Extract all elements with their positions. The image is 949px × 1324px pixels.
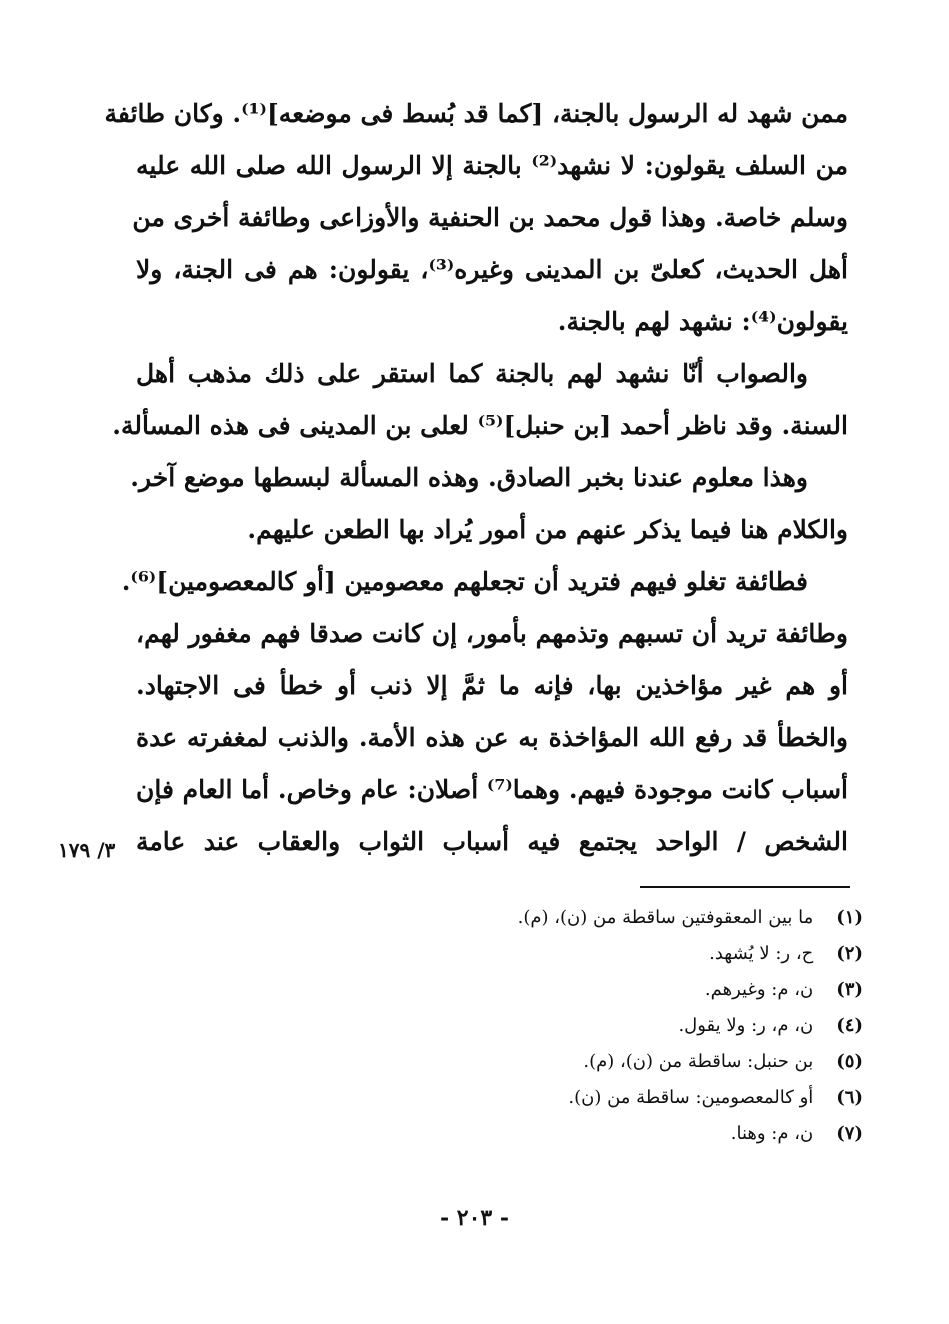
footnote-text: ما بين المعقوفتين ساقطة من (ن)، (م). bbox=[517, 907, 814, 928]
footnote-divider bbox=[640, 886, 850, 888]
footnote-number: (٥) bbox=[836, 1051, 863, 1072]
footnote bbox=[443, 1080, 863, 1116]
footnotes bbox=[443, 900, 863, 1152]
footnote-text: ح، ر: لا يُشهد. bbox=[709, 943, 814, 964]
text-line: أسباب كانت موجودة فيهم. وهما⁽⁷⁾ أصلان: عام وخاص. أما العام فإن bbox=[136, 775, 848, 804]
main-text bbox=[104, 88, 848, 868]
text-line: أو هم غير مؤاخذين بها، فإنه ما ثمَّ إلا ذنب أو خطأ فى الاجتهاد. bbox=[136, 671, 848, 700]
footnote-number: (٤) bbox=[836, 1015, 863, 1036]
page-number: - ٢٠٣ - bbox=[439, 1205, 510, 1231]
footnote-text: بن حنبل: ساقطة من (ن)، (م). bbox=[583, 1051, 814, 1072]
footnote bbox=[443, 1044, 863, 1080]
text-line: والكلام هنا فيما يذكر عنهم من أمور يُراد بها الطعن عليهم. bbox=[247, 515, 848, 544]
text-line: من السلف يقولون: لا نشهد⁽²⁾ بالجنة إلا الرسول الله صلى الله عليه bbox=[136, 151, 848, 180]
footnote-number: (١) bbox=[836, 907, 863, 928]
text-line: ممن شهد له الرسول بالجنة، [كما قد بُسط فى موضعه]⁽¹⁾. وكان طائفة bbox=[104, 99, 848, 128]
text-line: والخطأ قد رفع الله المؤاخذة به عن هذه الأمة. والذنب لمغفرته عدة bbox=[136, 723, 848, 752]
text-line: السنة. وقد ناظر أحمد [بن حنبل]⁽⁵⁾ لعلى بن المدينى فى هذه المسألة. bbox=[112, 411, 848, 440]
footnote bbox=[443, 900, 863, 936]
footnote-number: (٢) bbox=[836, 943, 863, 964]
footnote-text: ن، م، ر: ولا يقول. bbox=[678, 1015, 814, 1036]
footnote-number: (٧) bbox=[836, 1123, 863, 1144]
footnote bbox=[443, 936, 863, 972]
text-line: الشخص / الواحد يجتمع فيه أسباب الثواب والعقاب عند عامة bbox=[136, 827, 848, 856]
text-line: وهذا معلوم عندنا بخبر الصادق. وهذه المسألة لبسطها موضع آخر. bbox=[130, 463, 808, 492]
footnote-text: أو كالمعصومين: ساقطة من (ن). bbox=[568, 1087, 814, 1108]
text-line: والصواب أنّا نشهد لهم بالجنة كما استقر على ذلك مذهب أهل bbox=[136, 359, 808, 388]
margin-reference: ٣/ ١٧٩ bbox=[58, 838, 116, 862]
footnote-number: (٣) bbox=[836, 979, 863, 1000]
footnote bbox=[443, 972, 863, 1008]
footnote bbox=[443, 1116, 863, 1152]
text-line: وسلم خاصة. وهذا قول محمد بن الحنفية والأوزاعى وطائفة أخرى من bbox=[132, 203, 848, 232]
text-line: أهل الحديث، كعلىّ بن المدينى وغيره⁽³⁾، يقولون: هم فى الجنة، ولا bbox=[136, 255, 848, 284]
text-line: يقولون⁽⁴⁾: نشهد لهم بالجنة. bbox=[557, 307, 848, 336]
footnote-text: ن، م: وهنا. bbox=[730, 1123, 814, 1144]
text-line: فطائفة تغلو فيهم فتريد أن تجعلهم معصومين [أو كالمعصومين]⁽⁶⁾. bbox=[121, 567, 808, 596]
footnote-text: ن، م: وغيرهم. bbox=[704, 979, 814, 1000]
text-line: وطائفة تريد أن تسبهم وتذمهم بأمور، إن كانت صدقا فهم مغفور لهم، bbox=[136, 619, 848, 648]
footnote bbox=[443, 1008, 863, 1044]
footnote-number: (٦) bbox=[836, 1087, 863, 1108]
